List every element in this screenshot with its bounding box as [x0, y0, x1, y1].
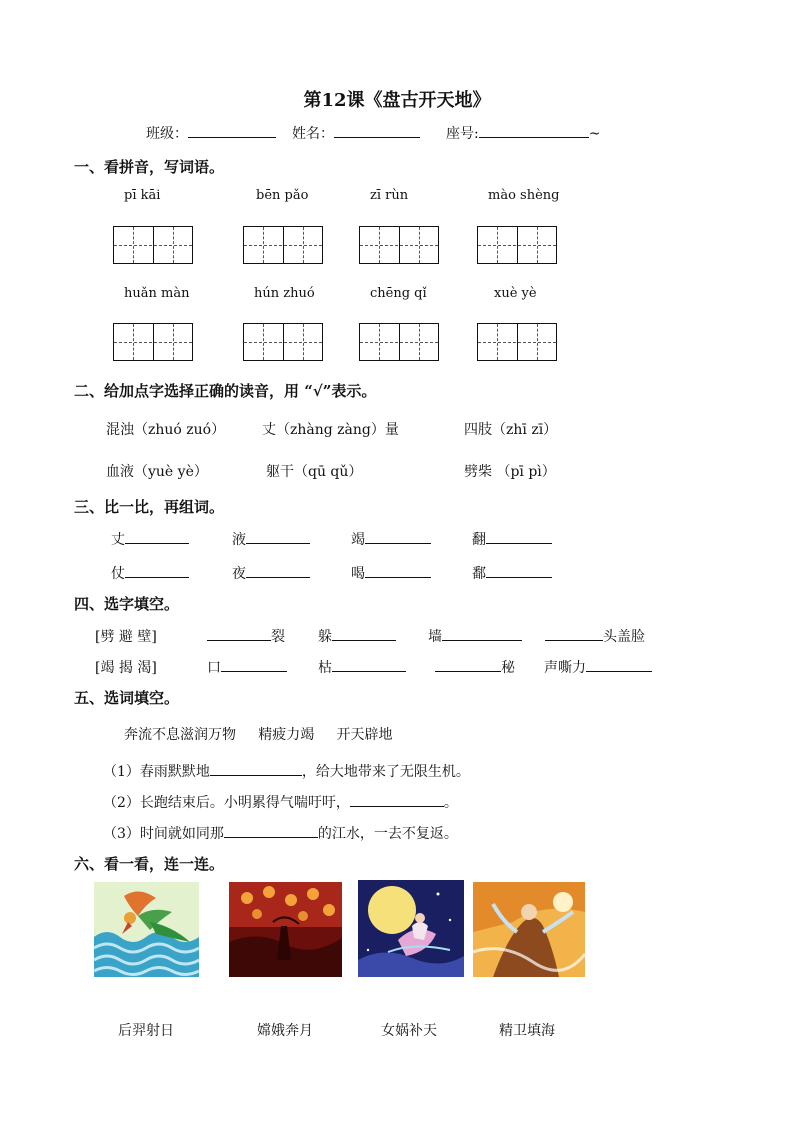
moon-picture[interactable]: [358, 880, 464, 977]
fill-text: 秘: [501, 660, 515, 676]
fill-item: [544, 657, 652, 677]
fill-text: 口: [207, 660, 221, 676]
class-blank[interactable]: [188, 123, 276, 138]
bird-waves-picture[interactable]: [94, 882, 199, 977]
fill-item: [435, 657, 515, 677]
red-sun-picture[interactable]: [229, 882, 342, 977]
fill-item: [428, 626, 522, 646]
compare-blank[interactable]: [246, 529, 310, 544]
fill-blank[interactable]: [207, 626, 271, 641]
compare-item: [472, 563, 552, 583]
compare-blank[interactable]: [125, 563, 189, 578]
fill-blank[interactable]: [435, 657, 501, 672]
sentence-text: （3）时间就如同那: [103, 826, 224, 842]
compare-item: [351, 529, 431, 549]
pinyin-3: zī rùn: [370, 188, 409, 203]
fill-text: 墙: [428, 629, 442, 645]
fill-text: 头盖脸: [603, 629, 645, 645]
compare-item: [351, 563, 431, 583]
fill-blank[interactable]: [545, 626, 603, 641]
pronunciation-item[interactable]: 混浊（zhuó zuó）: [106, 422, 226, 438]
section4-heading: 四、选字填空。: [74, 595, 180, 613]
compare-blank[interactable]: [246, 563, 310, 578]
word-bank: 奔流不息滋润万物 精疲力竭 开天辟地: [124, 727, 393, 743]
compare-item: [111, 529, 189, 549]
page-title: 第12课《盘古开天地》: [303, 90, 491, 111]
compare-char: 仗: [111, 566, 125, 582]
fill-item: [207, 626, 285, 646]
compare-blank[interactable]: [486, 563, 552, 578]
section6-heading: 六、看一看，连一连。: [74, 855, 225, 873]
sentence-blank[interactable]: [210, 761, 302, 776]
pronunciation-item[interactable]: 劈柴 （pī pì）: [464, 464, 556, 480]
golden-figure-picture[interactable]: [473, 882, 585, 977]
compare-char: 鄱: [472, 566, 486, 582]
sentence-text: （1）春雨默默地: [103, 764, 210, 780]
fill-blank[interactable]: [586, 657, 652, 672]
class-label: 班级：: [146, 126, 188, 142]
class-field: [146, 123, 276, 143]
name-label: 姓名：: [292, 126, 334, 142]
fill-item: [545, 626, 645, 646]
pinyin-5: huǎn màn: [124, 286, 190, 301]
compare-blank[interactable]: [486, 529, 552, 544]
compare-blank[interactable]: [365, 529, 431, 544]
section5-heading: 五、选词填空。: [74, 689, 180, 707]
pinyin-8: xuè yè: [494, 286, 537, 301]
pinyin-2: bēn pǎo: [256, 188, 309, 203]
compare-char: 丈: [111, 532, 125, 548]
name-field: [292, 123, 420, 143]
writing-grid[interactable]: [477, 323, 557, 361]
compare-item: [232, 529, 310, 549]
sentence-blank[interactable]: [350, 792, 444, 807]
compare-blank[interactable]: [365, 563, 431, 578]
fill-text: 声嘶力: [544, 660, 586, 676]
seat-label: 座号:: [446, 126, 479, 142]
compare-item: [472, 529, 552, 549]
pronunciation-item[interactable]: 四肢（zhī zī）: [464, 422, 558, 438]
seat-blank[interactable]: [479, 123, 589, 138]
fill-blank[interactable]: [332, 657, 406, 672]
compare-char: 翻: [472, 532, 486, 548]
compare-char: 夜: [232, 566, 246, 582]
writing-grid[interactable]: [243, 226, 323, 264]
section2-heading: 二、给加点字选择正确的读音，用 “√”表示。: [74, 382, 377, 400]
name-blank[interactable]: [334, 123, 420, 138]
writing-grid[interactable]: [477, 226, 557, 264]
fill-text: 裂: [271, 629, 285, 645]
writing-grid[interactable]: [359, 226, 439, 264]
fill-blank[interactable]: [221, 657, 287, 672]
pronunciation-item[interactable]: 血液（yuè yè）: [106, 464, 208, 480]
seat-field: [446, 123, 600, 143]
story-label[interactable]: 后羿射日: [118, 1023, 174, 1039]
fill-blank[interactable]: [442, 626, 522, 641]
writing-grid[interactable]: [113, 323, 193, 361]
writing-grid[interactable]: [359, 323, 439, 361]
sentence-text: 的江水，一去不复返。: [317, 826, 458, 842]
choice-set: [竭 揭 渴]: [95, 660, 157, 676]
compare-char: 喝: [351, 566, 365, 582]
writing-grid[interactable]: [113, 226, 193, 264]
compare-char: 竭: [351, 532, 365, 548]
fill-item: [207, 657, 287, 677]
fill-item: [318, 626, 396, 646]
compare-blank[interactable]: [125, 529, 189, 544]
choice-set: [劈 避 壁]: [95, 629, 157, 645]
pinyin-1: pī kāi: [124, 188, 161, 203]
section3-heading: 三、比一比，再组词。: [74, 498, 225, 516]
sentence-2: [103, 792, 458, 812]
section1-heading: 一、看拼音，写词语。: [74, 158, 225, 176]
story-label[interactable]: 嫦娥奔月: [257, 1023, 313, 1039]
fill-text: 躲: [318, 629, 332, 645]
pinyin-7: chēng qǐ: [370, 286, 427, 301]
pronunciation-item[interactable]: 躯干（qū qǔ）: [266, 464, 363, 480]
fill-item: [318, 657, 406, 677]
sentence-3: [103, 823, 458, 843]
fill-blank[interactable]: [332, 626, 396, 641]
story-label[interactable]: 女娲补天: [381, 1023, 437, 1039]
pronunciation-item[interactable]: 丈（zhàng zàng）量: [262, 422, 399, 438]
sentence-text: ，给大地带来了无限生机。: [301, 764, 470, 780]
sentence-text: 。: [443, 795, 458, 811]
fill-text: 枯: [318, 660, 332, 676]
pinyin-6: hún zhuó: [254, 286, 315, 301]
compare-item: [232, 563, 310, 583]
sentence-text: （2）长跑结束后。小明累得气喘吁吁，: [103, 795, 350, 811]
compare-char: 液: [232, 532, 246, 548]
compare-item: [111, 563, 189, 583]
writing-grid[interactable]: [243, 323, 323, 361]
story-label[interactable]: 精卫填海: [499, 1023, 555, 1039]
seat-trailing: ~: [588, 126, 601, 142]
pinyin-4: mào shèng: [488, 188, 560, 203]
sentence-1: [103, 761, 470, 781]
sentence-blank[interactable]: [224, 823, 318, 838]
